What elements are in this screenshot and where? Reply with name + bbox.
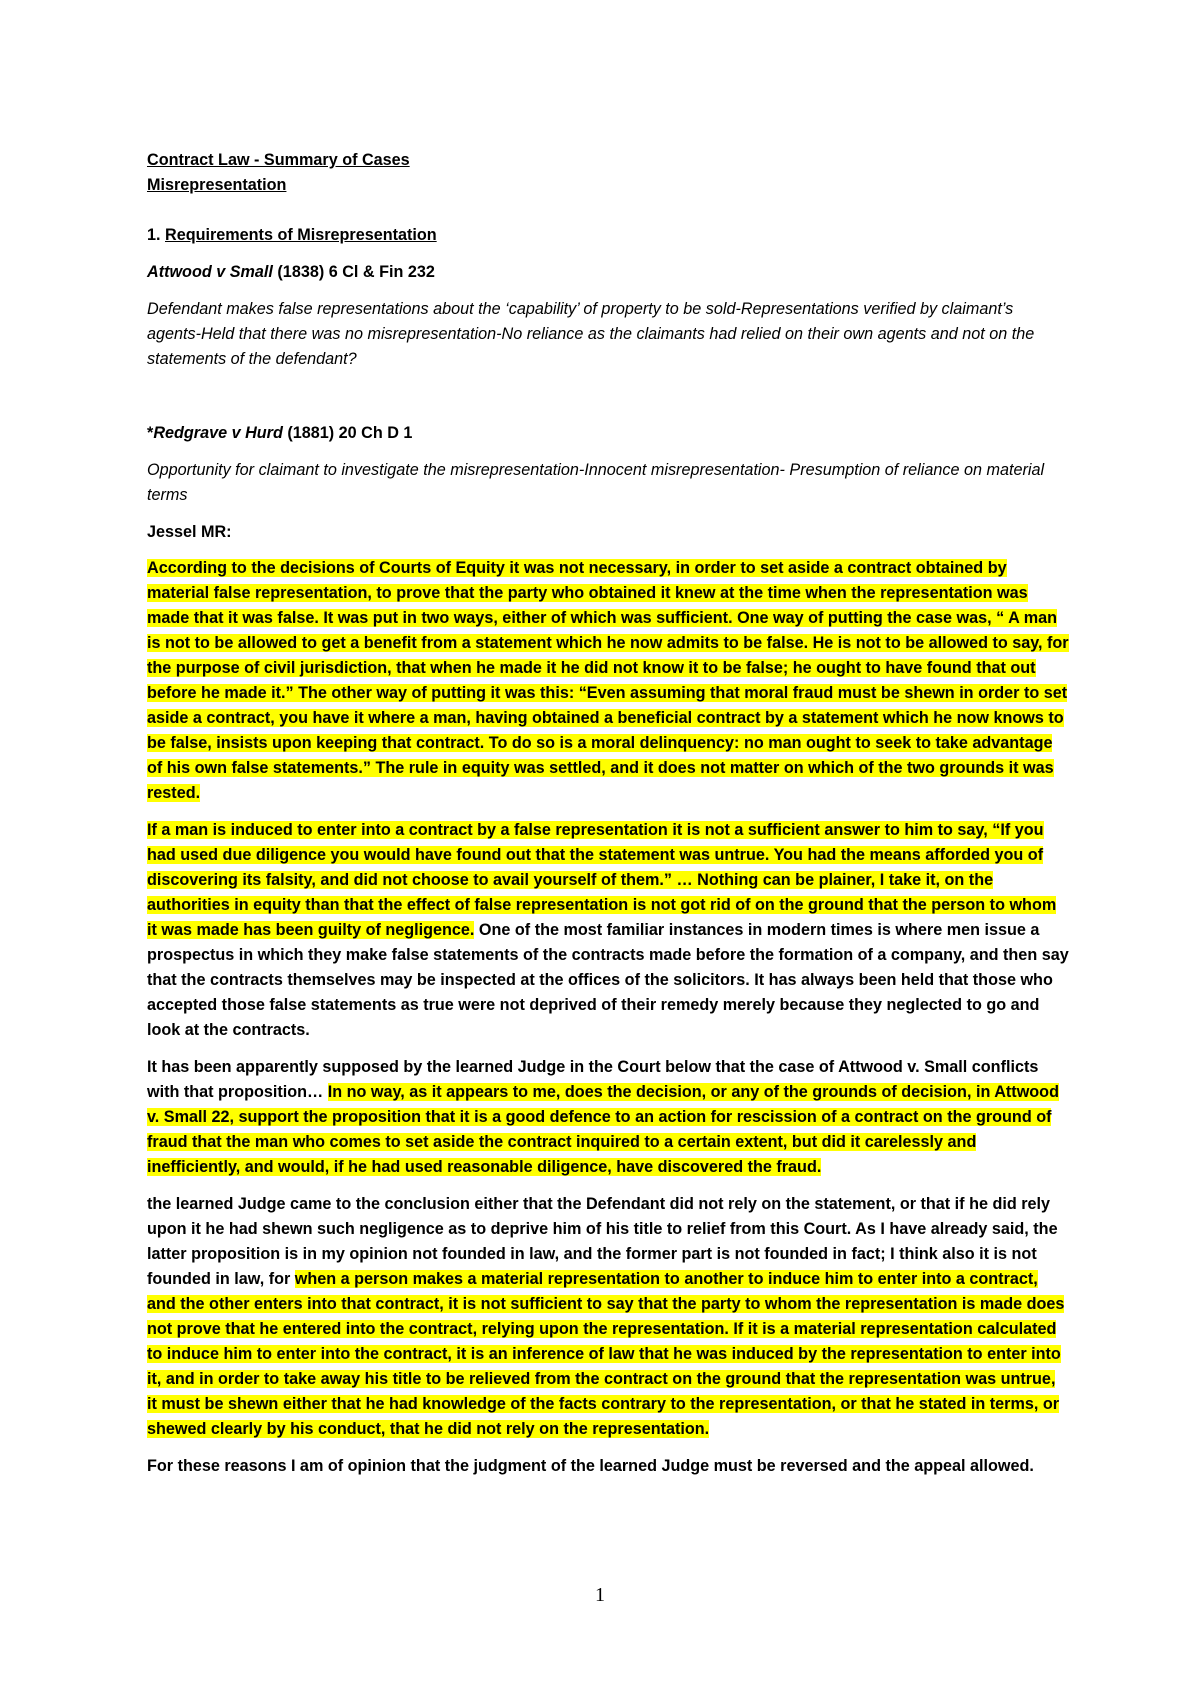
section-heading bbox=[147, 223, 1069, 248]
case-attwood-citation: (1838) 6 Cl & Fin 232 bbox=[272, 263, 435, 281]
plain-text: One of the most familiar instances in modern times is where men issue a prospectus in which they make false statements of the contracts made before the formation of a company, and then say that the contracts themselves may be inspected at the offices of the solicitors. It has always been held that those who accepted those false statements as true were not deprived of their remedy merely because they neglected to go and look at the contracts. bbox=[147, 921, 1069, 1039]
highlighted-text: In no way, as it appears to me, does the decision, or any of the grounds of decision, in Attwood v. Small 22, support the proposition that it is a good defence to an action for rescission of a contract on the ground of fraud that the man who comes to set aside the contract inquired to a certain extent, but did it carelessly and inefficiently, and would, if he had used reasonable diligence, have discovered the fraud. bbox=[147, 1083, 1059, 1176]
case-attwood-name: Attwood v Small bbox=[147, 263, 273, 281]
judgment-paragraph-3 bbox=[147, 1055, 1069, 1180]
case-redgrave-heading bbox=[147, 421, 1069, 446]
judgment-paragraph-1 bbox=[147, 556, 1069, 806]
document-title: Contract Law - Summary of Cases bbox=[147, 151, 410, 169]
case-redgrave-name: Redgrave v Hurd bbox=[153, 424, 283, 442]
judgment-paragraph-4 bbox=[147, 1192, 1069, 1442]
case-attwood-heading bbox=[147, 260, 1069, 285]
case-redgrave-prefix: * bbox=[147, 424, 154, 442]
judgment-paragraph-5: For these reasons I am of opinion that the judgment of the learned Judge must be reversed and the appeal allowed. bbox=[147, 1457, 1034, 1475]
document-content bbox=[147, 148, 1069, 1479]
judgment-paragraph-2 bbox=[147, 818, 1069, 1043]
highlighted-text: According to the decisions of Courts of Equity it was not necessary, in order to set aside a contract obtained by material false representation, to prove that the party who obtained it knew at the time when the representation was made that it was false. It was put in two ways, either of which was sufficient. One way of putting the case was, “ A man is not to be allowed to get a benefit from a statement which he now admits to be false. He is not to be allowed to say, for the purpose of civil jurisdiction, that when he made it he did not know it to be false; he ought to have found that out before he made it.” The other way of putting it was this: “Even assuming that moral fraud must be shewn in order to set aside a contract, you have it where a man, having obtained a beneficial contract by a statement which he now knows to be false, insists upon keeping that contract. To do so is a moral delinquency: no man ought to seek to take advantage of his own false statements.” The rule in equity was settled, and it does not matter on which of the two grounds it was rested. bbox=[147, 559, 1069, 802]
plain-text: the learned Judge came to the conclusion either that the Defendant did not rely on the statement, or that if he did rely upon it he had shewn such negligence as to deprive him of his title to relief from this Court. As I have already said, the latter proposition is in my opinion not founded in law, and the former part is not founded in fact; I think also it is not founded in law, for bbox=[147, 1195, 1058, 1288]
highlighted-text: If a man is induced to enter into a contract by a false representation it is not a sufficient answer to him to say, “If you had used due diligence you would have found out that the statement was untrue. You had the means afforded you of discovering its falsity, and did not choose to avail yourself of them.” … Nothing can be plainer, I take it, on the authorities in equity than that the effect of false representation is not got rid of on the ground that the person to whom it was made has been guilty of negligence. bbox=[147, 821, 1057, 939]
plain-text: It has been apparently supposed by the learned Judge in the Court below that the case of Attwood v. Small conflicts with that proposition… bbox=[147, 1058, 1039, 1101]
case-attwood-summary: Defendant makes false representations about the ‘capability’ of property to be sold-Representations verified by claimant’s agents-Held that there was no misrepresentation-No reliance as the claimants had relied on their own agents and not on the statements of the defendant? bbox=[147, 300, 1035, 368]
case-redgrave-summary: Opportunity for claimant to investigate the misrepresentation-Innocent misrepresentation- Presumption of reliance on material terms bbox=[147, 461, 1045, 504]
judge-name: Jessel MR: bbox=[147, 523, 232, 541]
section-number: 1. bbox=[147, 226, 165, 244]
highlighted-text: when a person makes a material representation to another to induce him to enter into a contract, and the other enters into that contract, it is not sufficient to say that the party to whom the representation is made does not prove that he entered into the contract, relying upon the representation. If it is a material representation calculated to induce him to enter into the contract, it is an inference of law that he was induced by the representation to enter into it, and in order to take away his title to be relieved from the contract on the ground that the representation was untrue, it must be shewn either that he had knowledge of the facts contrary to the representation, or that he stated in terms, or shewed clearly by his conduct, that he did not rely on the representation. bbox=[147, 1270, 1065, 1438]
case-redgrave-citation: (1881) 20 Ch D 1 bbox=[282, 424, 413, 442]
document-subtitle: Misrepresentation bbox=[147, 176, 287, 194]
section-title: Requirements of Misrepresentation bbox=[165, 226, 437, 244]
page-number: 1 bbox=[595, 1584, 605, 1606]
